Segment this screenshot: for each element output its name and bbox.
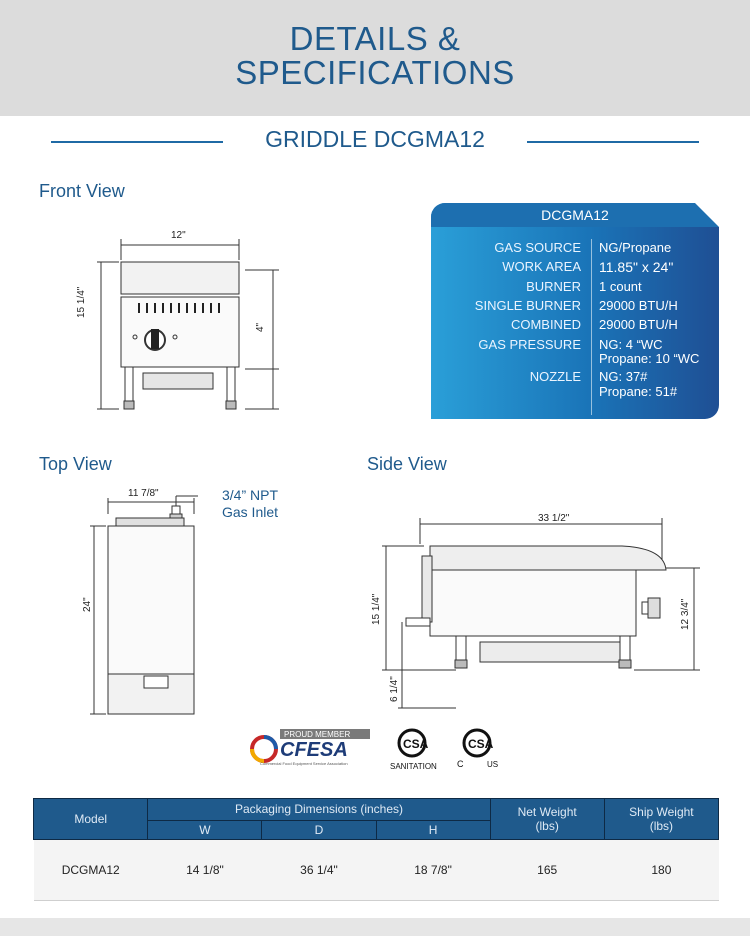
spec-panel-corner bbox=[695, 203, 719, 227]
csa-us-mark: CSA bbox=[468, 737, 494, 751]
th-ship-weight-label: Ship Weight bbox=[629, 805, 694, 819]
packaging-table bbox=[33, 798, 719, 901]
side-height-dim: 15 1/4" bbox=[371, 593, 382, 625]
page-title-line2: SPECIFICATIONS bbox=[235, 54, 515, 91]
th-w: W bbox=[148, 820, 262, 839]
cfesa-subtitle: Commercial Food Equipment Service Association bbox=[260, 761, 348, 766]
spec-label-work-area: WORK AREA bbox=[502, 259, 581, 274]
th-net-weight bbox=[490, 799, 604, 840]
th-h: H bbox=[376, 820, 490, 839]
spec-label-nozzle: NOZZLE bbox=[529, 369, 581, 384]
side-length-dim: 33 1/2" bbox=[538, 513, 570, 524]
side-view-drawing bbox=[372, 512, 702, 712]
spec-label-combined: COMBINED bbox=[510, 317, 581, 332]
cfesa-name: CFESA bbox=[280, 739, 348, 761]
csa-us-label: US bbox=[487, 760, 499, 769]
cell-w: 14 1/8" bbox=[148, 840, 262, 901]
page-title bbox=[0, 22, 750, 90]
page-title-line1: DETAILS & bbox=[289, 20, 461, 57]
cell-model: DCGMA12 bbox=[34, 840, 148, 901]
spec-value-gas-pressure-ng: NG: 4 “WC bbox=[599, 337, 663, 352]
footer-bar bbox=[0, 918, 750, 936]
spec-panel bbox=[431, 203, 719, 419]
spec-panel-model: DCGMA12 bbox=[431, 203, 719, 227]
table-row bbox=[34, 840, 719, 901]
spec-value-combined: 29000 BTU/H bbox=[599, 317, 678, 332]
spec-value-work-area: 11.85" x 24" bbox=[599, 259, 674, 275]
cell-net: 165 bbox=[490, 840, 604, 901]
top-depth-dim: 24" bbox=[82, 597, 93, 612]
th-net-weight-unit: (lbs) bbox=[535, 819, 559, 833]
product-subtitle: GRIDDLE DCGMA12 bbox=[265, 126, 485, 152]
spec-value-nozzle-propane: Propane: 51# bbox=[599, 384, 678, 399]
spec-value-single-burner: 29000 BTU/H bbox=[599, 298, 678, 313]
csa-us-logo-icon bbox=[455, 725, 505, 773]
gas-inlet-line1: 3/4” NPT bbox=[221, 487, 278, 503]
side-view-label: Side View bbox=[367, 454, 447, 474]
spec-value-gas-source: NG/Propane bbox=[599, 240, 672, 255]
spec-label-burner: BURNER bbox=[526, 279, 581, 294]
spec-label-gas-pressure: GAS PRESSURE bbox=[478, 337, 581, 352]
cfesa-proud-member: PROUD MEMBER bbox=[284, 730, 351, 739]
gas-inlet-callout bbox=[218, 487, 282, 521]
certification-logos bbox=[250, 725, 510, 778]
front-view-label: Front View bbox=[39, 181, 125, 201]
th-d: D bbox=[262, 820, 376, 839]
th-ship-weight bbox=[604, 799, 718, 840]
spec-value-gas-pressure-propane: Propane: 10 “WC bbox=[599, 351, 700, 366]
csa-sanitation-logo-icon bbox=[390, 725, 450, 773]
sanitation-label: SANITATION bbox=[390, 762, 437, 771]
spec-label-single-burner: SINGLE BURNER bbox=[474, 298, 581, 313]
th-net-weight-label: Net Weight bbox=[517, 805, 577, 819]
side-leg-dim: 6 1/4" bbox=[389, 676, 400, 702]
spec-value-burner: 1 count bbox=[599, 279, 642, 294]
side-right-dim: 12 3/4" bbox=[680, 598, 691, 630]
th-ship-weight-unit: (lbs) bbox=[649, 819, 674, 833]
top-view-label: Top View bbox=[39, 454, 112, 474]
top-width-dim: 11 7/8" bbox=[128, 488, 159, 499]
front-width-dim: 12" bbox=[171, 230, 186, 241]
spec-label-gas-source: GAS SOURCE bbox=[494, 240, 581, 255]
th-model: Model bbox=[34, 799, 148, 840]
gas-inlet-line2: Gas Inlet bbox=[221, 504, 279, 520]
page-header bbox=[0, 0, 750, 116]
csa-mark: CSA bbox=[403, 737, 429, 751]
csa-c-label: C bbox=[457, 759, 464, 769]
cell-d: 36 1/4" bbox=[262, 840, 376, 901]
top-view-drawing bbox=[80, 494, 280, 720]
cell-h: 18 7/8" bbox=[376, 840, 490, 901]
spec-divider bbox=[591, 239, 592, 415]
front-side-dim: 4" bbox=[255, 322, 266, 332]
front-height-dim: 15 1/4" bbox=[76, 286, 87, 318]
cell-ship: 180 bbox=[604, 840, 718, 901]
spec-value-nozzle-ng: NG: 37# bbox=[599, 369, 648, 384]
th-packaging: Packaging Dimensions (inches) bbox=[148, 799, 490, 821]
